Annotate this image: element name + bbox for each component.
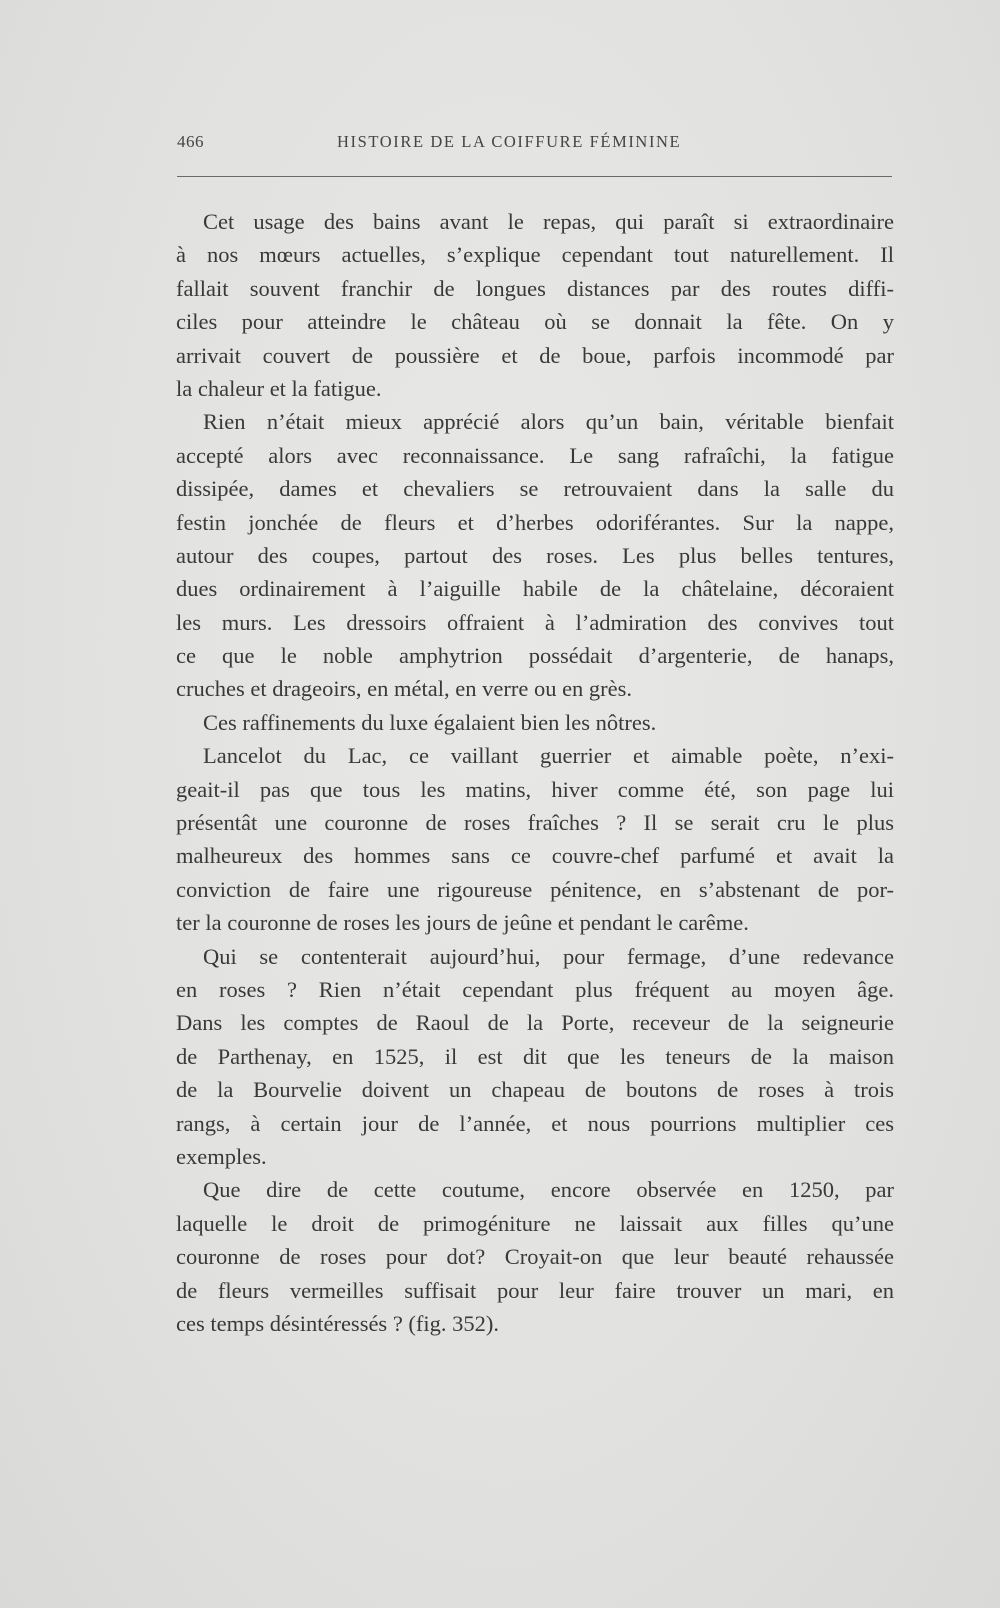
text-line: malheureux des hommes sans ce couvre-chef parfumé et avait la: [176, 843, 894, 869]
text-line: Qui se contenterait aujourd’hui, pour fermage, d’une redevance: [203, 943, 894, 969]
text-line: Ces raffinements du luxe égalaient bien les nôtres.: [203, 709, 657, 735]
text-line: dues ordinairement à l’aiguille habile de la châtelaine, décoraient: [176, 576, 894, 602]
text-line: exemples.: [176, 1143, 267, 1169]
text-line: en roses ? Rien n’était cependant plus fréquent au moyen âge.: [176, 976, 894, 1002]
header-rule: [177, 176, 892, 177]
text-line: Cet usage des bains avant le repas, qui paraît si extraordinaire: [203, 209, 894, 234]
text-line: de la Bourvelie doivent un chapeau de boutons de roses à trois: [176, 1077, 894, 1103]
text-line: les murs. Les dressoirs offraient à l’admiration des convives tout: [176, 609, 894, 635]
text-line: fallait souvent franchir de longues distances par des routes diffi-: [176, 275, 894, 301]
text-line: ce que le noble amphytrion possédait d’argenterie, de hanaps,: [176, 643, 894, 669]
text-line: de Parthenay, en 1525, il est dit que les teneurs de la maison: [176, 1043, 894, 1069]
text-line: Rien n’était mieux apprécié alors qu’un bain, véritable bienfait: [203, 409, 894, 435]
running-head: [177, 128, 892, 158]
running-title: HISTOIRE DE LA COIFFURE FÉMININE: [337, 132, 682, 151]
text-line: Que dire de cette coutume, encore observée en 1250, par: [203, 1177, 894, 1203]
text-line: ter la couronne de roses les jours de jeûne et pendant le carême.: [176, 910, 749, 936]
text-line: cruches et drageoirs, en métal, en verre ou en grès.: [176, 676, 633, 702]
text-line: laquelle le droit de primogéniture ne laissait aux filles qu’une: [176, 1210, 894, 1236]
text-line: à nos mœurs actuelles, s’explique cependant tout naturellement. Il: [176, 242, 894, 268]
text-line: festin jonchée de fleurs et d’herbes odoriférantes. Sur la nappe,: [176, 509, 894, 535]
text-line: conviction de faire une rigoureuse pénitence, en s’abstenant de por-: [176, 876, 894, 902]
text-line: geait-il pas que tous les matins, hiver comme été, son page lui: [176, 776, 894, 802]
text-line: la chaleur et la fatigue.: [176, 375, 382, 401]
text-line: dissipée, dames et chevaliers se retrouvaient dans la salle du: [176, 476, 894, 502]
text-line: Dans les comptes de Raoul de la Porte, receveur de la seigneurie: [176, 1010, 894, 1036]
text-line: Lancelot du Lac, ce vaillant guerrier et aimable poète, n’exi-: [203, 743, 894, 769]
text-line: ciles pour atteindre le château où se donnait la fête. On y: [176, 309, 894, 335]
body-text: [176, 205, 894, 1340]
text-line: rangs, à certain jour de l’année, et nous pourrions multiplier ces: [176, 1110, 894, 1136]
text-line: ces temps désintéressés ? (fig. 352).: [176, 1310, 500, 1336]
text-line: autour des coupes, partout des roses. Les plus belles tentures,: [176, 542, 894, 568]
text-line: de fleurs vermeilles suffisait pour leur faire trouver un mari, en: [176, 1277, 894, 1303]
text-line: accepté alors avec reconnaissance. Le sang rafraîchi, la fatigue: [176, 442, 894, 468]
text-line: arrivait couvert de poussière et de boue, parfois incommodé par: [176, 342, 894, 368]
page-number: 466: [177, 132, 204, 151]
text-line: présentât une couronne de roses fraîches ? Il se serait cru le plus: [176, 810, 894, 836]
text-line: couronne de roses pour dot? Croyait-on que leur beauté rehaussée: [176, 1244, 894, 1270]
